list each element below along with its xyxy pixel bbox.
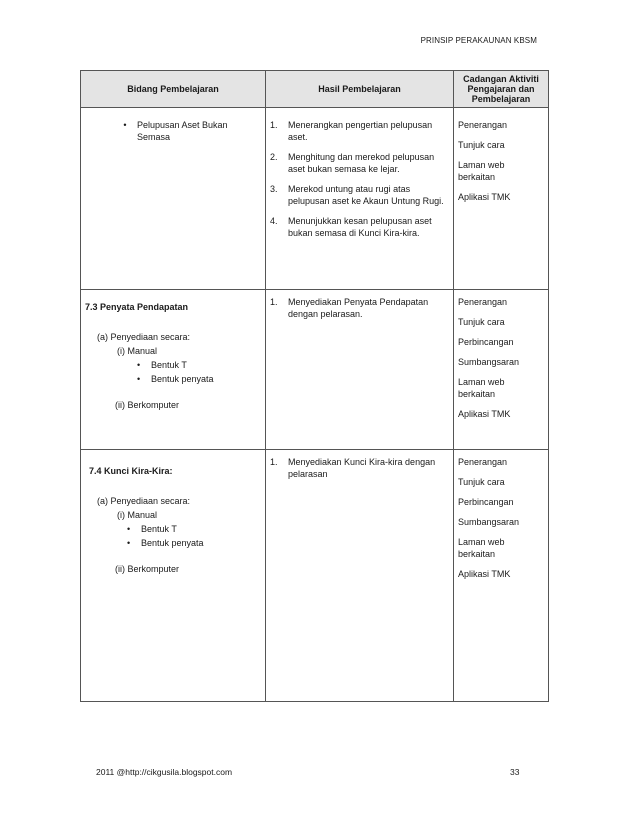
row1-outcomes-cell bbox=[266, 108, 454, 290]
activity-item: Penerangan bbox=[458, 120, 508, 130]
bullet-bentuk-penyata: Bentuk penyata bbox=[151, 374, 214, 384]
activity-item: Perbincangan bbox=[458, 337, 514, 347]
activity-item: Penerangan bbox=[458, 457, 508, 467]
section-title-kunci: 7.4 Kunci Kira-Kira: bbox=[89, 466, 173, 476]
row3-outcomes-cell bbox=[266, 450, 454, 702]
table-row bbox=[81, 290, 549, 450]
row3-topic-cell bbox=[81, 450, 266, 702]
activity-item: Aplikasi TMK bbox=[458, 192, 511, 202]
activity-item: Penerangan bbox=[458, 297, 508, 307]
sub-item-ii: (ii) Berkomputer bbox=[115, 564, 180, 574]
sub-item-ii: (ii) Berkomputer bbox=[115, 400, 180, 410]
row2-outcomes-cell bbox=[266, 290, 454, 450]
activity-item: Laman web berkaitan bbox=[458, 377, 505, 399]
bullet-bentuk-t: Bentuk T bbox=[151, 360, 187, 370]
curriculum-table bbox=[80, 70, 549, 702]
list-item: 4. Menunjukkan kesan pelupusan aset bukan semasa di Kunci Kira-kira. bbox=[270, 216, 432, 238]
activity-item: Tunjuk cara bbox=[458, 140, 505, 150]
row1-topic-cell bbox=[81, 108, 266, 290]
header-bidang: Bidang Pembelajaran bbox=[81, 71, 266, 108]
header-cadangan: Cadangan Aktiviti Pengajaran dan Pembelajaran bbox=[454, 71, 549, 108]
activity-item: Tunjuk cara bbox=[458, 477, 505, 487]
activity-item: Tunjuk cara bbox=[458, 317, 505, 327]
row2-topic-cell bbox=[81, 290, 266, 450]
list-item: 1. Menyediakan Kunci Kira-kira dengan pelarasan bbox=[270, 457, 436, 479]
activity-item: Perbincangan bbox=[458, 497, 514, 507]
bullet-bentuk-penyata: Bentuk penyata bbox=[141, 538, 204, 548]
sub-item-a: (a) Penyediaan secara: bbox=[97, 496, 191, 506]
table-row bbox=[81, 450, 549, 702]
row1-topic-line2: Semasa bbox=[137, 132, 171, 142]
row2-activities-cell bbox=[454, 290, 549, 450]
activity-item: Laman web berkaitan bbox=[458, 160, 505, 182]
sub-item-a: (a) Penyediaan secara: bbox=[97, 332, 191, 342]
activity-item: Laman web berkaitan bbox=[458, 537, 505, 559]
activity-item: Aplikasi TMK bbox=[458, 409, 511, 419]
page-header-title: PRINSIP PERAKAUNAN KBSM bbox=[420, 36, 537, 45]
activity-item: Aplikasi TMK bbox=[458, 569, 511, 579]
footer-source: 2011 @http://cikgusila.blogspot.com bbox=[96, 767, 233, 777]
list-item: 2. Menghitung dan merekod pelupusan aset bukan semasa ke lejar. bbox=[270, 152, 435, 174]
activity-item: Sumbangsaran bbox=[458, 357, 520, 367]
bullet-icon: • bbox=[127, 524, 131, 534]
list-item: 1. Menerangkan pengertian pelupusan aset. bbox=[270, 120, 433, 142]
header-hasil: Hasil Pembelajaran bbox=[266, 71, 454, 108]
table-header-row bbox=[81, 71, 549, 108]
list-item: 1. Menyediakan Penyata Pendapatan dengan pelarasan. bbox=[270, 297, 429, 319]
row3-activities-cell bbox=[454, 450, 549, 702]
sub-item-i: (i) Manual bbox=[117, 510, 158, 520]
table-row bbox=[81, 108, 549, 290]
sub-item-i: (i) Manual bbox=[117, 346, 158, 356]
section-title-penyata: 7.3 Penyata Pendapatan bbox=[85, 302, 189, 312]
bullet-icon: • bbox=[137, 360, 141, 370]
bullet-icon: • bbox=[123, 120, 127, 130]
bullet-icon: • bbox=[127, 538, 131, 548]
row1-topic-line1: Pelupusan Aset Bukan bbox=[137, 120, 228, 130]
bullet-icon: • bbox=[137, 374, 141, 384]
list-item: 3. Merekod untung atau rugi atas pelupusan aset ke Akaun Untung Rugi. bbox=[270, 184, 444, 206]
bullet-bentuk-t: Bentuk T bbox=[141, 524, 177, 534]
activity-item: Sumbangsaran bbox=[458, 517, 520, 527]
row1-activities-cell bbox=[454, 108, 549, 290]
page-number: 33 bbox=[510, 767, 520, 777]
